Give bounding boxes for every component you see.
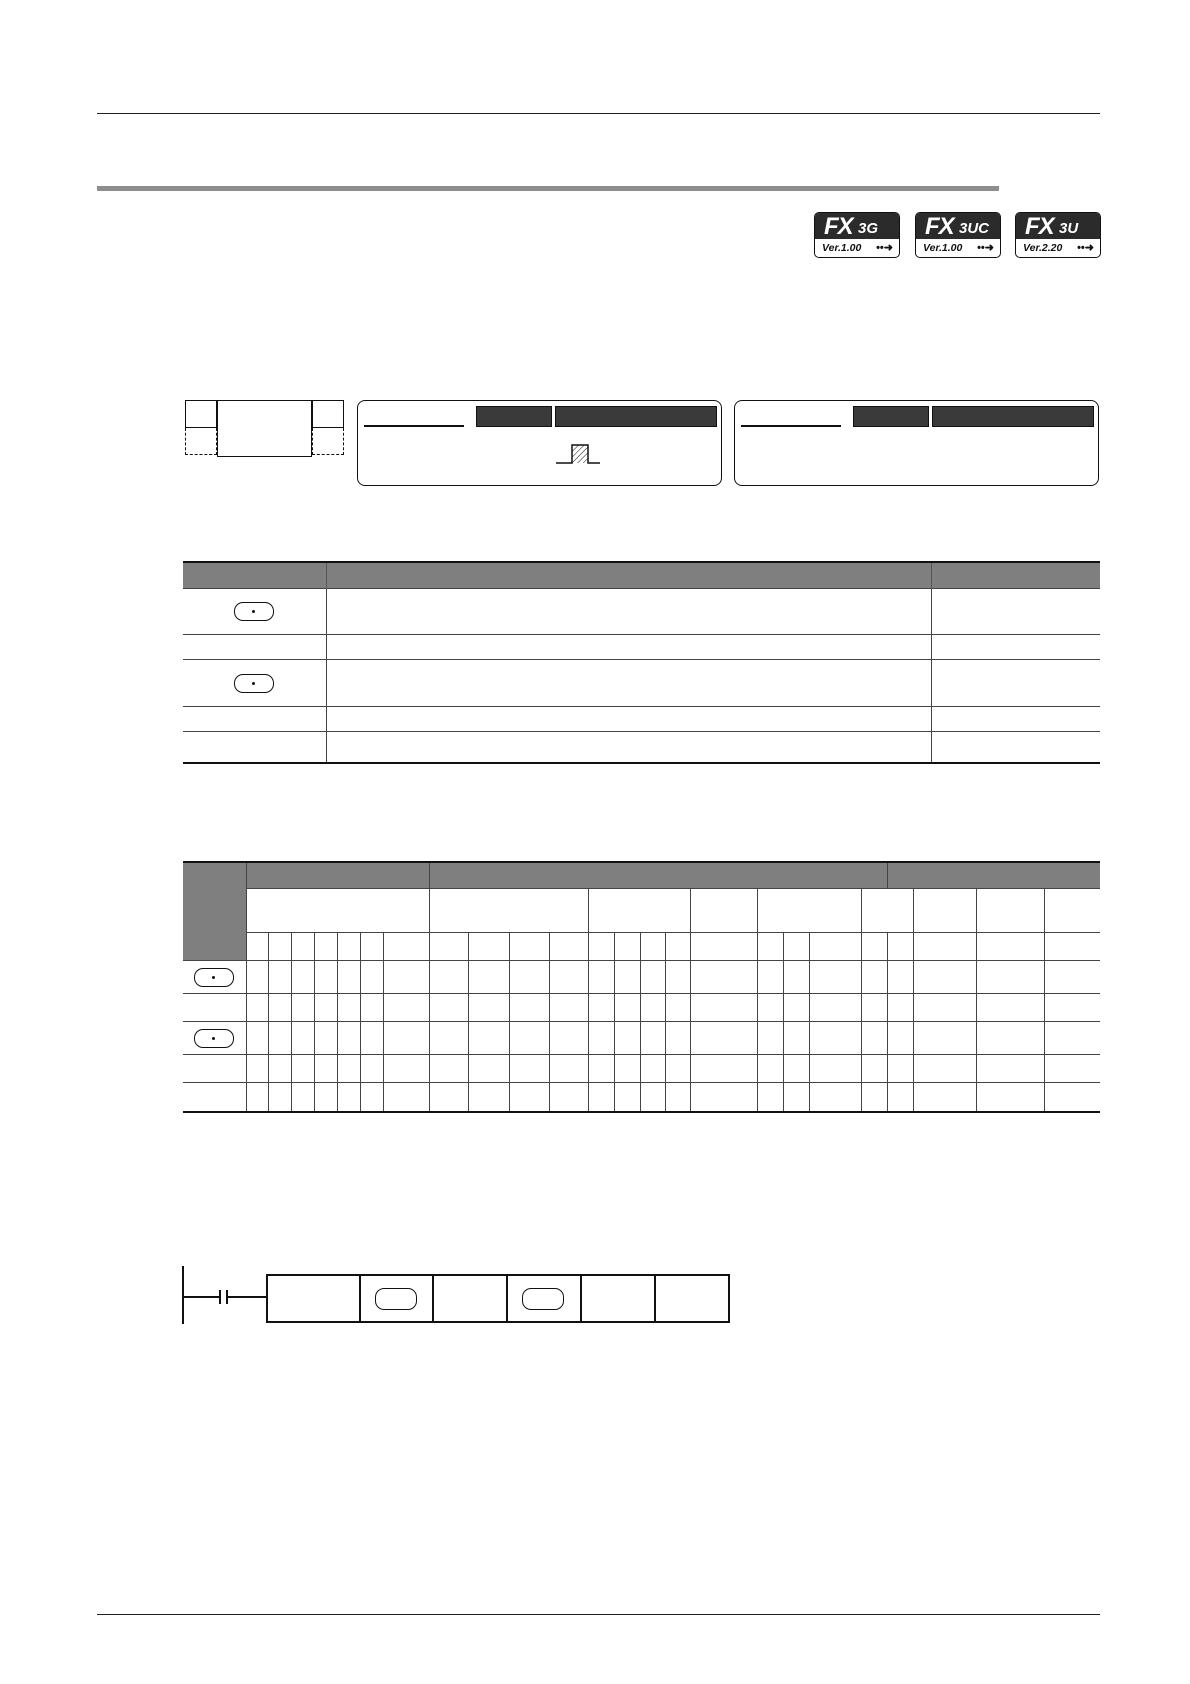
section-title-bar [97,186,999,191]
operand-type-header [183,862,246,961]
program-steps-underline [364,425,464,427]
normally-open-contact-icon [219,1290,221,1304]
execution-condition-tag-wide [932,406,1094,427]
operand-oval-icon [194,968,234,987]
badge-fx3g [814,212,900,258]
format-suffix-dashed [312,428,344,455]
ladder-power-rail [182,1266,184,1324]
operand-oval-icon [375,1288,417,1310]
program-steps-tag-wide [555,406,717,427]
table-row [183,707,1100,732]
footer-rule [97,1614,1100,1615]
ladder-box-divider [506,1276,508,1321]
header-rule [97,113,1100,114]
table-row [183,1055,1100,1083]
execution-condition-tag [853,406,929,427]
table-row [183,961,1100,994]
ladder-wire-left [183,1296,219,1298]
arrow-right-icon: ••➜ [1077,242,1094,254]
operand-oval-icon [234,602,274,621]
applicable-devices-table [183,861,1100,1113]
operand-oval-icon [194,1029,234,1048]
ladder-instruction-box [266,1274,730,1323]
others-header [887,862,1100,889]
bit-devices-header [246,862,429,889]
table-row [183,660,1100,707]
badge-series-prefix: FX [1025,213,1054,240]
execution-condition-box [734,400,1099,486]
badge-version: Ver.1.00 [822,242,862,254]
arrow-right-icon: ••➜ [876,242,893,254]
format-suffix-cell [312,400,344,428]
badge-series-prefix: FX [925,213,954,240]
badge-series-suffix: 3UC [959,220,990,237]
devices-subheader-row [183,889,1100,933]
table-row [183,732,1100,764]
table-row [183,589,1100,635]
operand-oval-icon [522,1288,564,1310]
badge-series-prefix: FX [824,213,853,240]
ladder-box-divider [359,1276,361,1321]
table-row [183,1022,1100,1055]
word-devices-header [429,862,887,889]
badge-version: Ver.2.20 [1023,242,1063,254]
ladder-box-divider [654,1276,656,1321]
table-row [183,994,1100,1022]
devices-name-row [183,933,1100,961]
execution-condition-underline [741,425,841,427]
format-prefix-cell [185,400,217,428]
operand-oval-icon [234,674,274,693]
format-mnemonic-cell [217,400,312,457]
badge-series-suffix: 3U [1059,220,1079,237]
badge-series-suffix: 3G [858,220,879,237]
format-prefix-dashed [185,428,217,455]
ladder-box-divider [432,1276,434,1321]
pulse-rising-edge-icon [554,441,604,467]
program-steps-box [357,400,722,486]
ladder-box-divider [580,1276,582,1321]
arrow-right-icon: ••➜ [977,242,994,254]
table-row [183,1083,1100,1113]
program-steps-tag [476,406,552,427]
devices-header-row [183,862,1100,889]
table-row [183,635,1100,660]
operand-table [183,561,1100,764]
badge-fx3u [1015,212,1101,258]
badge-fx3uc [915,212,1001,258]
badge-version: Ver.1.00 [923,242,963,254]
ladder-wire-right [227,1296,267,1298]
instruction-format [185,400,342,456]
operand-table-header [183,562,1100,589]
